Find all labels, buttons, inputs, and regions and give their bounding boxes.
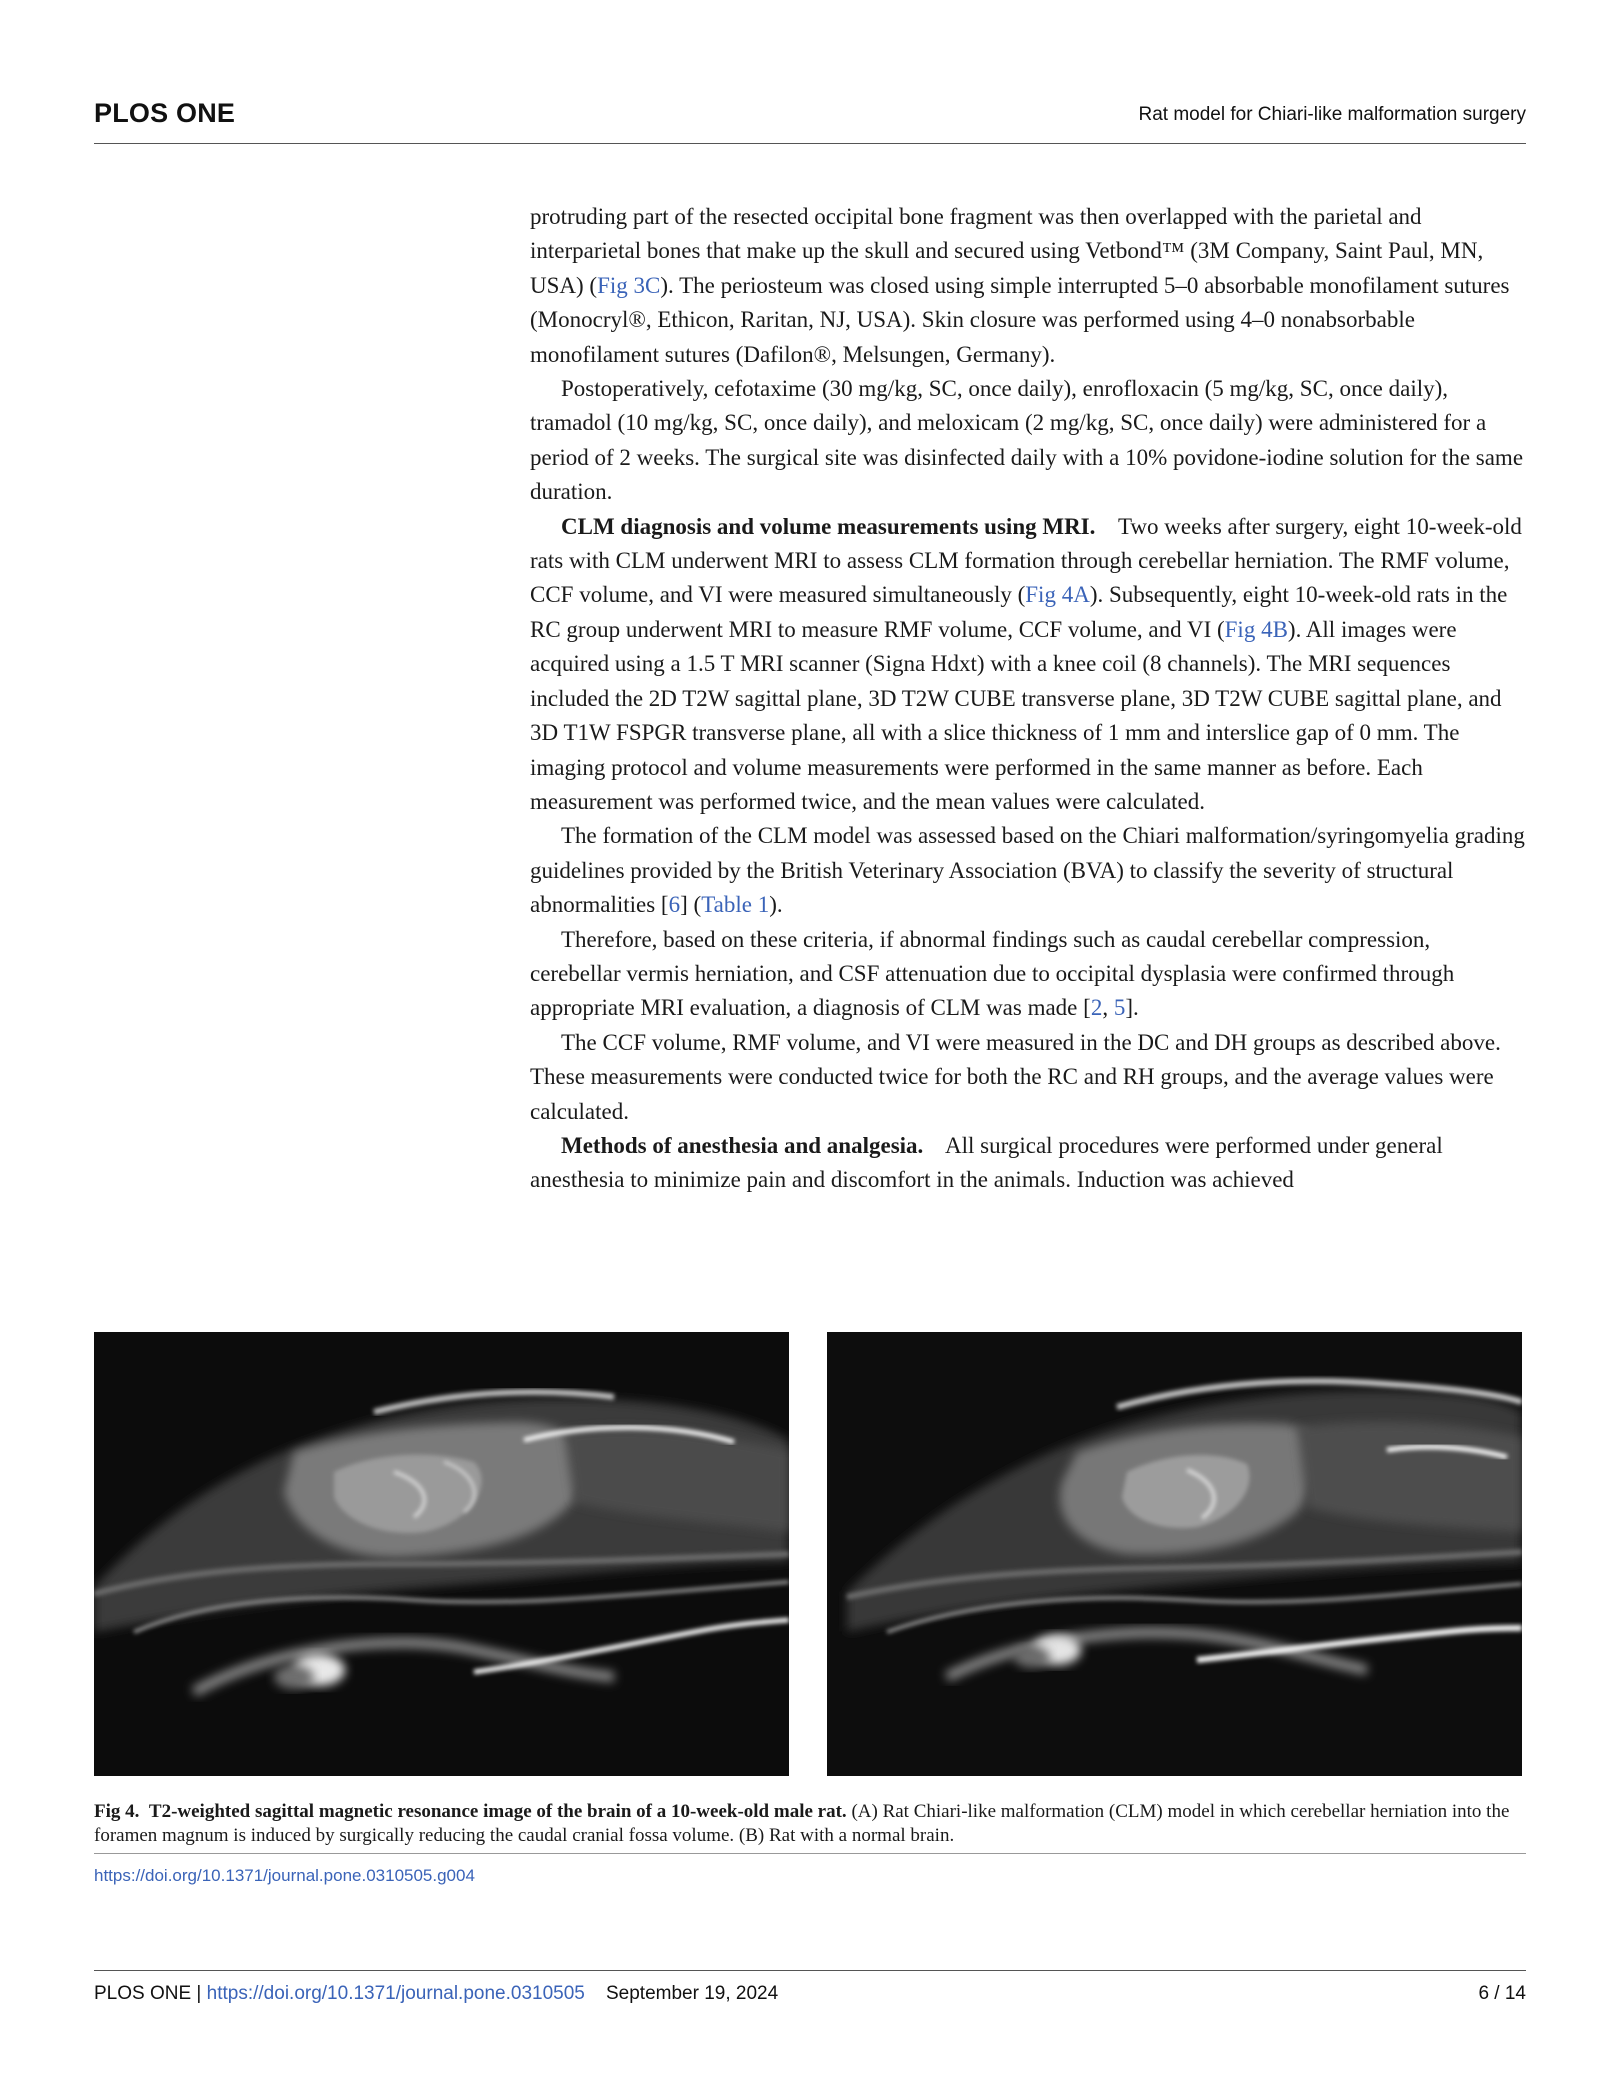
running-title: Rat model for Chiari-like malformation surgery	[1138, 104, 1526, 125]
text: ).	[769, 892, 783, 918]
footer	[94, 1983, 778, 2005]
footer-date: September 19, 2024	[605, 1983, 779, 2004]
text: Therefore, based on these criteria, if abnormal findings such as caudal cerebellar compression, cerebellar vermis herniation, and CSF attenuation due to occipital dysplasia were confirmed through appropriate MRI evaluation, a diagnosis of CLM was made [	[530, 926, 1455, 1021]
paragraph-volume-measurement: The CCF volume, RMF volume, and VI were measured in the DC and DH groups as described above. These measurements were conducted twice for both the RC and RH groups, and the average values were calculated.	[530, 1029, 1501, 1124]
ref-6-link[interactable]: 6	[668, 892, 681, 918]
footer-journal: PLOS ONE	[94, 1983, 192, 2004]
text: All surgical procedures were performed under general anesthesia to minimize pain and discomfort in the animals. Induction was achieved	[530, 1132, 1443, 1193]
paragraph-surgery-closure	[530, 200, 1526, 372]
fig-3c-link[interactable]: Fig 3C	[597, 272, 661, 298]
header-rule	[94, 143, 1526, 144]
figure-doi-link[interactable]: https://doi.org/10.1371/journal.pone.0310505.g004	[94, 1866, 475, 1885]
text: ). Subsequently, eight 10-week-old rats in the RC group underwent MRI to measure RMF volume, CCF volume, and VI (	[530, 582, 1508, 642]
footer-doi-link[interactable]: https://doi.org/10.1371/journal.pone.0310505	[206, 1983, 585, 2004]
fig-4a-link[interactable]: Fig 4A	[1025, 582, 1090, 608]
text: protruding part of the resected occipital bone fragment was then overlapped with the parietal and interparietal bones that make up the skull and secured using Vetbond™ (3M Company, Saint Paul, MN, USA) (	[530, 204, 1484, 298]
paragraph-anesthesia	[530, 1129, 1526, 1198]
figure-caption	[94, 1800, 1526, 1848]
body-text	[530, 200, 1526, 1198]
text: ). All images were acquired using a 1.5 T MRI scanner (Signa Hdxt) with a knee coil (8 channels). The MRI sequences included the 2D T2W sagittal plane, 3D T2W CUBE transverse plane, 3D T2W CUBE sagittal plane, and 3D T1W FSPGR transverse plane, all with a slice thickness of 1 mm and interslice gap of 0 mm. The imaging protocol and volume measurements were performed in the same manner as before. Each measurement was performed twice, and the mean values were calculated.	[530, 616, 1502, 814]
paragraph-clm-diagnosis	[530, 510, 1526, 820]
figure-4a-mri-image	[94, 1332, 789, 1776]
caption-label: Fig 4.	[94, 1801, 140, 1822]
footer-rule	[94, 1970, 1526, 1971]
ref-5-link[interactable]: 5	[1113, 995, 1126, 1021]
page-number: 6 / 14	[1478, 1983, 1526, 2004]
caption-text: (A) Rat Chiari-like malformation (CLM) model in which cerebellar herniation into the foramen magnum is induced by surgically reducing the caudal cranial fossa volume. (B) Rat with a normal brain.	[94, 1801, 1510, 1846]
text: ,	[1102, 995, 1114, 1021]
section-heading-clm-diagnosis: CLM diagnosis and volume measurements using MRI.	[561, 513, 1096, 539]
text: The formation of the CLM model was assessed based on the Chiari malformation/syringomyelia grading guidelines provided by the British Veterinary Association (BVA) to classify the severity of structural abnormalities [	[530, 823, 1525, 918]
text: Two weeks after surgery, eight 10-week-old rats with CLM underwent MRI to assess CLM formation through cerebellar herniation. The RMF volume, CCF volume, and VI were measured simultaneously (	[530, 513, 1522, 608]
footer-separator: |	[191, 1983, 207, 2004]
figure-4b-mri-image	[827, 1332, 1522, 1776]
caption-rule	[94, 1853, 1526, 1854]
text: ].	[1125, 995, 1139, 1021]
table-1-link[interactable]: Table 1	[701, 892, 770, 918]
section-heading-anesthesia: Methods of anesthesia and analgesia.	[561, 1132, 924, 1158]
paragraph-clm-formation	[530, 819, 1526, 922]
text: ). The periosteum was closed using simple interrupted 5–0 absorbable monofilament sutures (Monocryl®, Ethicon, Raritan, NJ, USA). Skin closure was performed using 4–0 nonabsorbable monofilament sutures (Dafilon®, Melsungen, Germany).	[530, 272, 1510, 367]
journal-name: PLOS ONE	[94, 98, 236, 128]
text: ] (	[680, 892, 702, 918]
ref-2-link[interactable]: 2	[1090, 995, 1103, 1021]
paragraph-postoperative: Postoperatively, cefotaxime (30 mg/kg, SC, once daily), enrofloxacin (5 mg/kg, SC, once daily), tramadol (10 mg/kg, SC, once daily), and meloxicam (2 mg/kg, SC, once daily) were administered for a period of 2 weeks. The surgical site was disinfected daily with a 10% povidone-iodine solution for the same duration.	[530, 376, 1524, 505]
fig-4b-link[interactable]: Fig 4B	[1224, 616, 1288, 642]
caption-title: T2-weighted sagittal magnetic resonance image of the brain of a 10-week-old male rat.	[148, 1801, 847, 1822]
paragraph-criteria	[530, 923, 1526, 1026]
